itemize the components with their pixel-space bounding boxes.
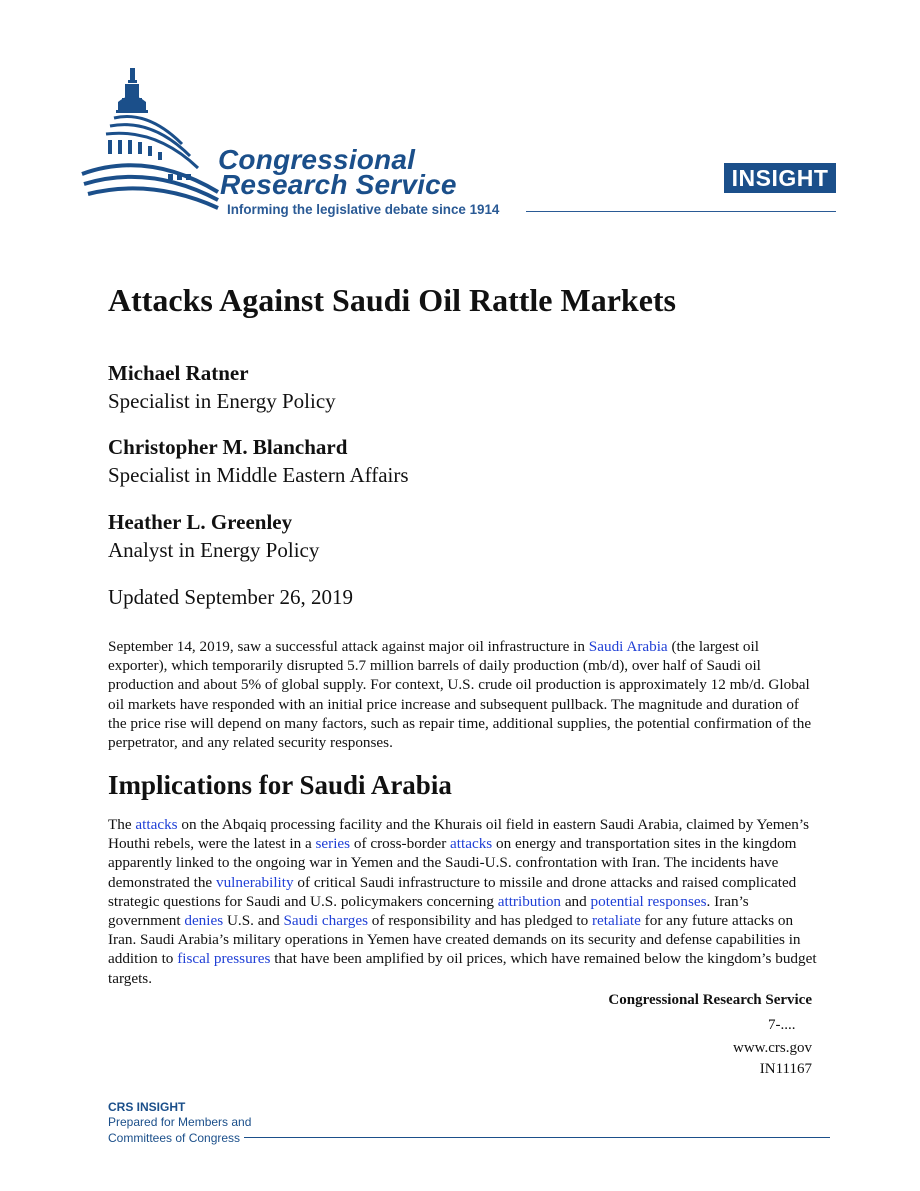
author-name: Heather L. Greenley: [108, 510, 293, 534]
link-series[interactable]: series: [315, 835, 351, 853]
footer-report-id: IN11167: [759, 1061, 812, 1077]
author-name: Christopher M. Blanchard: [108, 435, 348, 459]
page-title: Attacks Against Saudi Oil Rattle Markets: [108, 282, 676, 318]
link-attacks[interactable]: attacks: [135, 816, 178, 833]
footer-prepared-line1: Prepared for Members and: [108, 1115, 252, 1129]
footer-page-number: 7-....: [768, 1017, 796, 1033]
header-divider: [526, 211, 836, 212]
link-retaliate[interactable]: retaliate: [591, 912, 641, 930]
section-heading: Implications for Saudi Arabia: [108, 770, 452, 800]
author-role: Specialist in Energy Policy: [108, 389, 336, 413]
link-saudi-charges[interactable]: Saudi charges: [283, 912, 368, 930]
footer-org-name: Congressional Research Service: [608, 992, 812, 1008]
link-attacks-cross-border[interactable]: attacks: [450, 835, 493, 853]
org-tagline: Informing the legislative debate since 1914: [227, 202, 500, 217]
author-name: Michael Ratner: [108, 361, 249, 385]
footer-website[interactable]: www.crs.gov: [732, 1040, 812, 1056]
section-paragraph: The attacks on the Abqaiq processing facility and the Khurais oil field in eastern Saudi Arabia, claimed by Yemen’s Houthi rebels, were the latest in a series of cross-border attacks on energy and transportation sites in the kingdom apparently linked to the ongoing war in Yemen and the Saudi-U.S. confrontation with Iran. The incidents have demonstrated the vulnerability of critical Saudi infrastructure to missile and drone attacks and raised complicated strategic questions for Saudi and U.S. policymakers concerning attribution and potential responses. Iran’s government denies U.S. and Saudi charges of responsibility and has pledged to retaliate for any future attacks on Iran. Saudi Arabia’s military operations in Yemen have created demands on its security and defense capabilities in addition to fiscal pressures that have been amplified by oil prices, which have remained below the kingdom’s budget targets.: [108, 816, 817, 987]
org-name-line1: Congressional: [218, 144, 416, 175]
intro-paragraph: September 14, 2019, saw a successful attack against major oil infrastructure in Saudi Arabia (the largest oil exporter), which temporarily disrupted 5.7 million barrels of daily production (mb/d), over half of Saudi oil production and about 5% of global supply. For context, U.S. crude oil production is approximately 12 mb/d. Global oil markets have responded with an initial price increase and subsequent pullback. The magnitude and duration of the price rise will depend on many factors, such as repair time, additional supplies, the potential confirmation of the perpetrator, and any related security responses.: [108, 638, 812, 752]
updated-date: Updated September 26, 2019: [108, 585, 353, 609]
link-denies[interactable]: denies: [184, 912, 224, 930]
footer-insight-label: CRS INSIGHT: [108, 1100, 186, 1114]
insight-badge: INSIGHT: [724, 163, 836, 193]
author-role: Specialist in Middle Eastern Affairs: [108, 463, 409, 487]
link-vulnerability[interactable]: vulnerability: [215, 873, 294, 891]
footer-divider: [244, 1137, 830, 1138]
link-attribution[interactable]: attribution: [497, 892, 562, 910]
link-saudi-arabia[interactable]: Saudi Arabia: [588, 638, 668, 655]
author-role: Analyst in Energy Policy: [108, 538, 320, 562]
footer-prepared-line2: Committees of Congress: [108, 1131, 241, 1145]
link-potential-responses[interactable]: potential responses: [590, 892, 707, 910]
capitol-dome-logo: [78, 66, 228, 216]
link-fiscal-pressures[interactable]: fiscal pressures: [177, 950, 271, 968]
org-name-line2: Research Service: [220, 169, 457, 200]
